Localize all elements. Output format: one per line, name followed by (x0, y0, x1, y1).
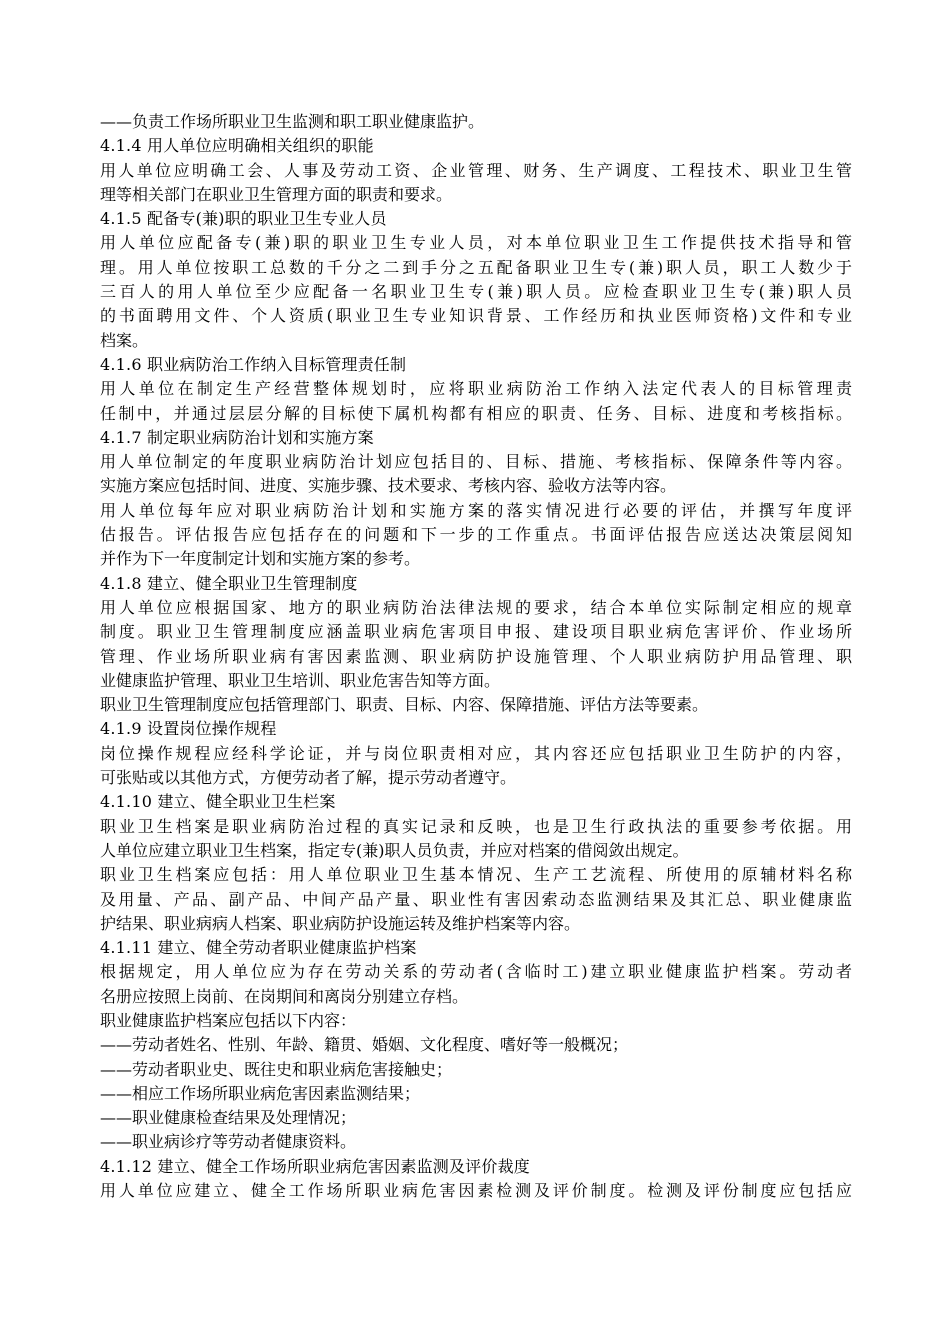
text-line: 护结果、职业病病人档案、职业病防护设施运转及维护档案等内容。 (100, 913, 581, 933)
section-heading: 4.1.4 用人单位应明确相关组织的职能 (100, 136, 374, 156)
text-line: 职业卫生档案应包括：用人单位职业卫生基本情况、生产工艺流程、所使用的原辅材料名称 (100, 865, 852, 885)
section-heading: 4.1.10 建立、健全职业卫生栏案 (100, 792, 336, 812)
text-line: 并作为下一年度制定计划和实施方案的参考。 (100, 549, 421, 569)
text-line: 可张贴或以其他方式，方便劳动者了解，提示劳动者遵守。 (100, 768, 517, 788)
text-line: 理。用人单位按职工总数的千分之二到手分之五配备职业卫生专(兼)职人员，职工人数少于 (100, 257, 852, 277)
section-heading: 4.1.12 建立、健全工作场所职业病危害因素监测及评价裁度 (100, 1156, 530, 1176)
text-line: 职业卫生档案是职业病防治过程的真实记录和反映，也是卫生行政执法的重要参考依据。用 (100, 816, 852, 836)
text-line: 名册应按照上岗前、在岗期间和离岗分别建立存档。 (100, 986, 469, 1006)
text-line: 三百人的用人单位至少应配备一名职业卫生专(兼)职人员。应检查职业卫生专(兼)职人员 (100, 282, 852, 302)
text-line: 职业卫生管理制度应包括管理部门、职责、目标、内容、保障措施、评估方法等要素。 (100, 695, 709, 715)
text-line: 制度。职业卫生管理制度应涵盖职业病危害项目申报、建设项目职业病危害评价、作业场所 (100, 622, 852, 642)
text-line: 管理、作业场所职业病有害因素监测、职业病防护设施管理、个人职业病防护用品管理、职 (100, 646, 852, 666)
text-line: 理等相关部门在职业卫生管理方面的职责和要求。 (100, 184, 453, 204)
text-line: 用人单位制定的年度职业病防治计划应包括目的、目标、措施、考核指标、保障条件等内容。 (100, 452, 852, 472)
text-line: ——相应工作场所职业病危害因素监测结果； (100, 1083, 421, 1103)
text-line: 用人单位应根据国家、地方的职业病防治法律法规的要求，结合本单位实际制定相应的规章 (100, 597, 852, 617)
text-line: 估报告。评估报告应包括存在的问题和下一步的工作重点。书面评估报告应送达决策层阅知 (100, 525, 852, 545)
text-line: 档案。 (100, 330, 149, 350)
text-line: 职业健康监护档案应包括以下内容： (100, 1010, 357, 1030)
text-line: 实施方案应包括时间、进度、实施步骤、技术要求、考核内容、验收方法等内容。 (100, 476, 677, 496)
text-line: 用人单位应配备专(兼)职的职业卫生专业人员，对本单位职业卫生工作提供技术指导和管 (100, 233, 852, 253)
text-line: 岗位操作规程应经科学论证，并与岗位职责相对应，其内容还应包括职业卫生防护的内容， (100, 743, 852, 763)
text-line: ——劳动者姓名、性别、年龄、籍贯、婚姻、文化程度、嗜好等一般概况； (100, 1035, 629, 1055)
text-line: ——职业病诊疗等劳动者健康资料。 (100, 1132, 357, 1152)
text-line: 任制中，并通过层层分解的目标使下属机构都有相应的职责、任务、目标、进度和考核指标。 (100, 403, 852, 423)
text-line: 及用量、产品、副产品、中间产品产量、职业性有害因索动态监测结果及其汇总、职业健康监 (100, 889, 852, 909)
text-line: ——劳动者职业史、既往史和职业病危害接触史； (100, 1059, 453, 1079)
text-line: 用人单位应明确工会、人事及劳动工资、企业管理、财务、生产调度、工程技术、职业卫生管 (100, 160, 852, 180)
text-line: 用人单位在制定生产经营整体规划时，应将职业病防治工作纳入法定代表人的目标管理责 (100, 379, 852, 399)
text-line: 的书面聘用文件、个人资质(职业卫生专业知识背景、工作经历和执业医师资格)文件和专业 (100, 306, 852, 326)
section-heading: 4.1.7 制定职业病防治计划和实施方案 (100, 427, 374, 447)
text-line: 用人单位应建立、健全工作场所职业病危害因素检测及评价制度。检测及评份制度应包括应 (100, 1181, 852, 1201)
text-line: ——职业健康检查结果及处理情况； (100, 1108, 357, 1128)
text-line: 用人单位每年应对职业病防治计划和实施方案的落实情况进行必要的评估，并撰写年度评 (100, 500, 852, 520)
text-line: 人单位应建立职业卫生档案，指定专(兼)职人员负责，并应对档案的借阅敛出规定。 (100, 840, 689, 860)
section-heading: 4.1.11 建立、健全劳动者职业健康监护档案 (100, 938, 417, 958)
section-heading: 4.1.6 职业病防治工作纳入目标管理责任制 (100, 354, 407, 374)
section-heading: 4.1.5 配备专(兼)职的职业卫生专业人员 (100, 209, 387, 229)
section-heading: 4.1.9 设置岗位操作规程 (100, 719, 277, 739)
section-heading: 4.1.8 建立、健全职业卫生管理制度 (100, 573, 358, 593)
document-body (100, 110, 852, 1203)
text-line: ——负责工作场所职业卫生监测和职工职业健康监护。 (100, 112, 485, 131)
text-line: 业健康监护管理、职业卫生培训、职业危害告知等方面。 (100, 670, 501, 690)
text-line: 根据规定，用人单位应为存在劳动关系的劳动者(含临时工)建立职业健康监护档案。劳动者 (100, 962, 852, 982)
